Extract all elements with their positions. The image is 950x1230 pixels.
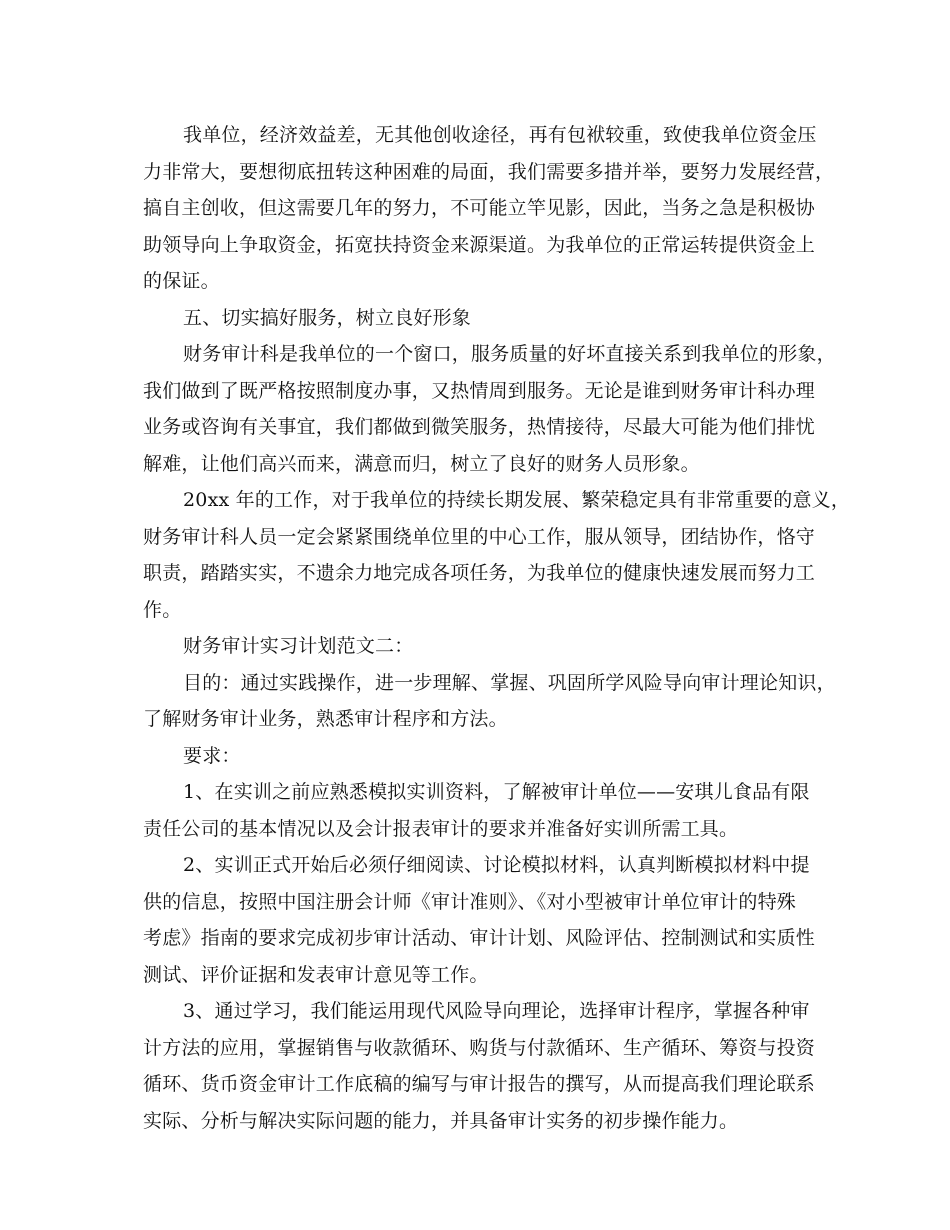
text-line: 财务审计科人员一定会紧紧围绕单位里的中心工作，服从领导，团结协作，恪守 [143, 525, 816, 548]
document-body [143, 117, 851, 1139]
text-line: 循环、货币资金审计工作底稿的编写与审计报告的撰写，从而提高我们理论联系 [143, 1073, 816, 1095]
text-line: 1、在实训之前应熟悉模拟实训资料，了解被审计单位——安琪儿食品有限 [183, 781, 810, 803]
text-line: 五、切实搞好服务，树立良好形象 [183, 306, 472, 329]
text-line: 财务审计科是我单位的一个窗口，服务质量的好坏直接关系到我单位的形象， [183, 343, 836, 365]
text-line: 的保证。 [143, 270, 220, 292]
text-line: 搞自主创收，但这需要几年的努力，不可能立竿见影，因此，当务之急是积极协 [143, 197, 816, 219]
text-line: 供的信息，按照中国注册会计师《审计准则》、《对小型被审计单位审计的特殊 [143, 890, 797, 913]
text-line: 实际、分析与解决实际问题的能力，并具备审计实务的初步操作能力。 [143, 1109, 739, 1132]
text-line: 我们做到了既严格按照制度办事，又热情周到服务。无论是谁到财务审计科办理 [143, 379, 816, 402]
text-line: 作。 [143, 598, 182, 621]
text-line: 20xx 年的工作，对于我单位的持续长期发展、繁荣稳定具有非常重要的意义， [183, 489, 851, 511]
text-line: 目的：通过实践操作，进一步理解、掌握、巩固所学风险导向审计理论知识， [183, 671, 836, 694]
text-line: 解难，让他们高兴而来，满意而归，树立了良好的财务人员形象。 [143, 452, 700, 475]
text-line: 要求： [183, 744, 241, 767]
text-line: 责任公司的基本情况以及会计报表审计的要求并准备好实训所需工具。 [143, 817, 739, 840]
text-line: 3、通过学习，我们能运用现代风险导向理论，选择审计程序，掌握各种审 [183, 1000, 810, 1022]
text-line: 力非常大，要想彻底扭转这种困难的局面，我们需要多措并举，要努力发展经营， [143, 160, 835, 183]
text-line: 财务审计实习计划范文二： [183, 635, 414, 657]
text-line: 计方法的应用，掌握销售与收款循环、购货与付款循环、生产循环、筹资与投资 [143, 1036, 816, 1059]
text-line: 助领导向上争取资金，拓宽扶持资金来源渠道。为我单位的正常运转提供资金上 [143, 233, 816, 256]
text-line: 了解财务审计业务，熟悉审计程序和方法。 [143, 708, 508, 730]
text-line: 2、实训正式开始后必须仔细阅读、讨论模拟材料，认真判断模拟材料中提 [183, 854, 810, 876]
text-line: 测试、评价证据和发表审计意见等工作。 [143, 963, 489, 986]
text-line: 职责，踏踏实实，不遗余力地完成各项任务，为我单位的健康快速发展而努力工 [143, 562, 816, 584]
text-line: 业务或咨询有关事宜，我们都做到微笑服务，热情接待，尽最大可能为他们排忧 [143, 416, 816, 438]
text-line: 我单位，经济效益差，无其他创收途径，再有包袱较重，致使我单位资金压 [183, 124, 817, 146]
text-line: 考虑》指南的要求完成初步审计活动、审计计划、风险评估、控制测试和实质性 [143, 927, 816, 949]
